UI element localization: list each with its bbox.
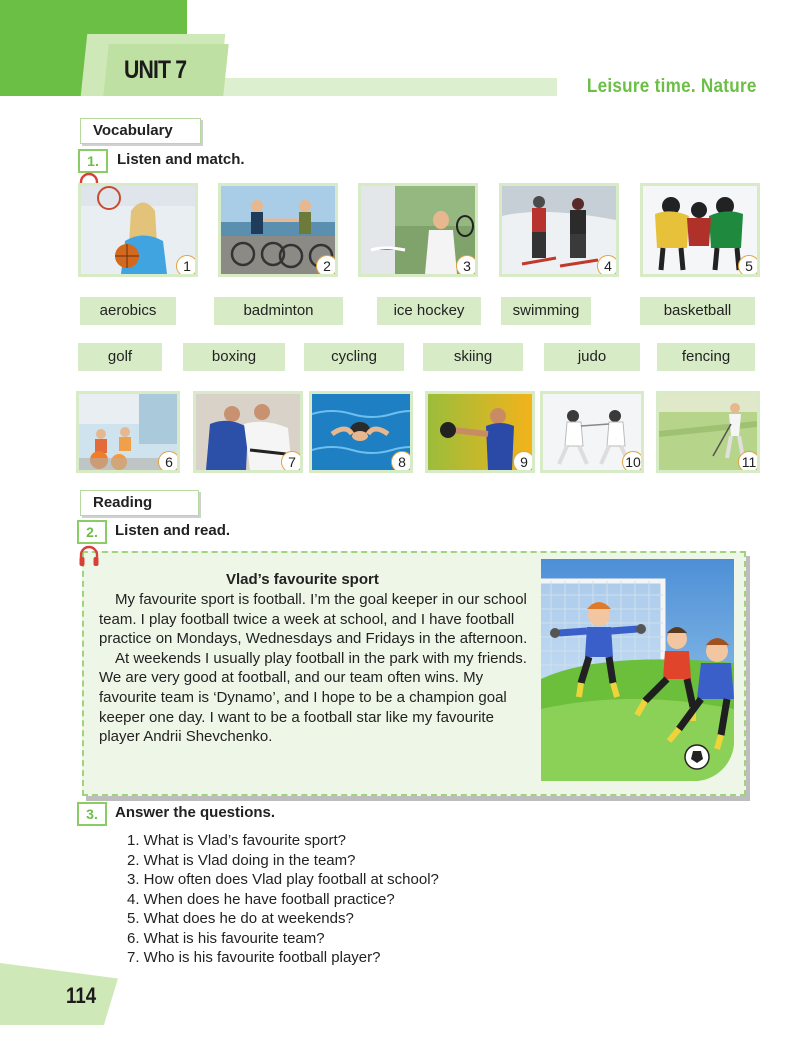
word-chip[interactable]: cycling bbox=[304, 343, 404, 371]
photo-7[interactable] bbox=[193, 391, 303, 473]
photo-number-badge: 1 bbox=[176, 255, 198, 277]
photo-1[interactable] bbox=[78, 183, 198, 277]
photo-number-badge: 7 bbox=[281, 451, 303, 473]
football-players-illustration bbox=[541, 559, 734, 781]
word-chip[interactable]: skiing bbox=[423, 343, 523, 371]
task-2-text: Listen and read. bbox=[115, 522, 231, 539]
photo-number-badge: 10 bbox=[622, 451, 644, 473]
word-chip[interactable]: badminton bbox=[214, 297, 343, 325]
photo-5[interactable] bbox=[640, 183, 760, 277]
photo-number-badge: 2 bbox=[316, 255, 338, 277]
photo-8[interactable] bbox=[309, 391, 413, 473]
header-light-bar bbox=[200, 78, 557, 96]
photo-number-badge: 3 bbox=[456, 255, 478, 277]
photo-11[interactable] bbox=[656, 391, 760, 473]
question-item: 3. How often does Vlad play football at school? bbox=[127, 871, 439, 888]
photo-3[interactable] bbox=[358, 183, 478, 277]
task-1-text: Listen and match. bbox=[117, 151, 245, 168]
reading-paragraph: At weekends I usually play football in the park with my friends. We are very good at football, and our team often wins. My favourite team is ‘Dynamo’, and I hope to be a champion goal keeper one day. I want to be a football star like my favourite player Andrii Shevchenko. bbox=[99, 649, 527, 746]
unit-subtitle: Leisure time. Nature bbox=[587, 76, 757, 97]
vocabulary-label: Vocabulary bbox=[80, 118, 201, 144]
headphones-icon[interactable] bbox=[78, 545, 100, 567]
question-item: 1. What is Vlad’s favourite sport? bbox=[127, 832, 346, 849]
question-list bbox=[127, 831, 439, 968]
question-item: 7. Who is his favourite football player? bbox=[127, 949, 381, 966]
photo-2[interactable] bbox=[218, 183, 338, 277]
photo-number-badge: 5 bbox=[738, 255, 760, 277]
photo-10[interactable] bbox=[540, 391, 644, 473]
task-3-number: 3. bbox=[77, 802, 107, 826]
unit-title: UNIT 7 bbox=[124, 56, 187, 84]
word-chip[interactable]: basketball bbox=[640, 297, 755, 325]
photo-number-badge: 6 bbox=[158, 451, 180, 473]
question-item: 4. When does he have football practice? bbox=[127, 890, 395, 908]
photo-4[interactable] bbox=[499, 183, 619, 277]
word-chip[interactable]: boxing bbox=[183, 343, 285, 371]
task-2-number: 2. bbox=[77, 520, 107, 544]
question-item: 2. What is Vlad doing in the team? bbox=[127, 851, 356, 869]
word-chip[interactable]: swimming bbox=[501, 297, 591, 325]
page-number: 114 bbox=[66, 983, 97, 1008]
word-chip[interactable]: aerobics bbox=[80, 297, 176, 325]
reading-label: Reading bbox=[80, 490, 199, 516]
word-chip[interactable]: fencing bbox=[657, 343, 755, 371]
photo-6[interactable] bbox=[76, 391, 180, 473]
word-chip[interactable]: judo bbox=[544, 343, 640, 371]
question-item: 5. What does he do at weekends? bbox=[127, 910, 354, 927]
photo-number-badge: 4 bbox=[597, 255, 619, 277]
photo-number-badge: 11 bbox=[738, 451, 760, 473]
question-item: 6. What is his favourite team? bbox=[127, 929, 325, 947]
photo-9[interactable] bbox=[425, 391, 535, 473]
reading-text bbox=[99, 590, 529, 747]
page-number-tab bbox=[0, 963, 118, 1025]
reading-paragraph: My favourite sport is football. I’m the goal keeper in our school team. I play football twice a week at school, and I have football practice on Mondays, Wednesdays and Fridays in the afternoon. bbox=[99, 591, 528, 648]
word-chip[interactable]: golf bbox=[78, 343, 162, 371]
photo-number-badge: 9 bbox=[513, 451, 535, 473]
reading-title: Vlad’s favourite sport bbox=[226, 571, 379, 588]
task-1-number: 1. bbox=[78, 149, 108, 173]
task-3-text: Answer the questions. bbox=[115, 804, 276, 821]
word-chip[interactable]: ice hockey bbox=[377, 297, 481, 325]
football-illustration bbox=[541, 559, 734, 781]
photo-number-badge: 8 bbox=[391, 451, 413, 473]
